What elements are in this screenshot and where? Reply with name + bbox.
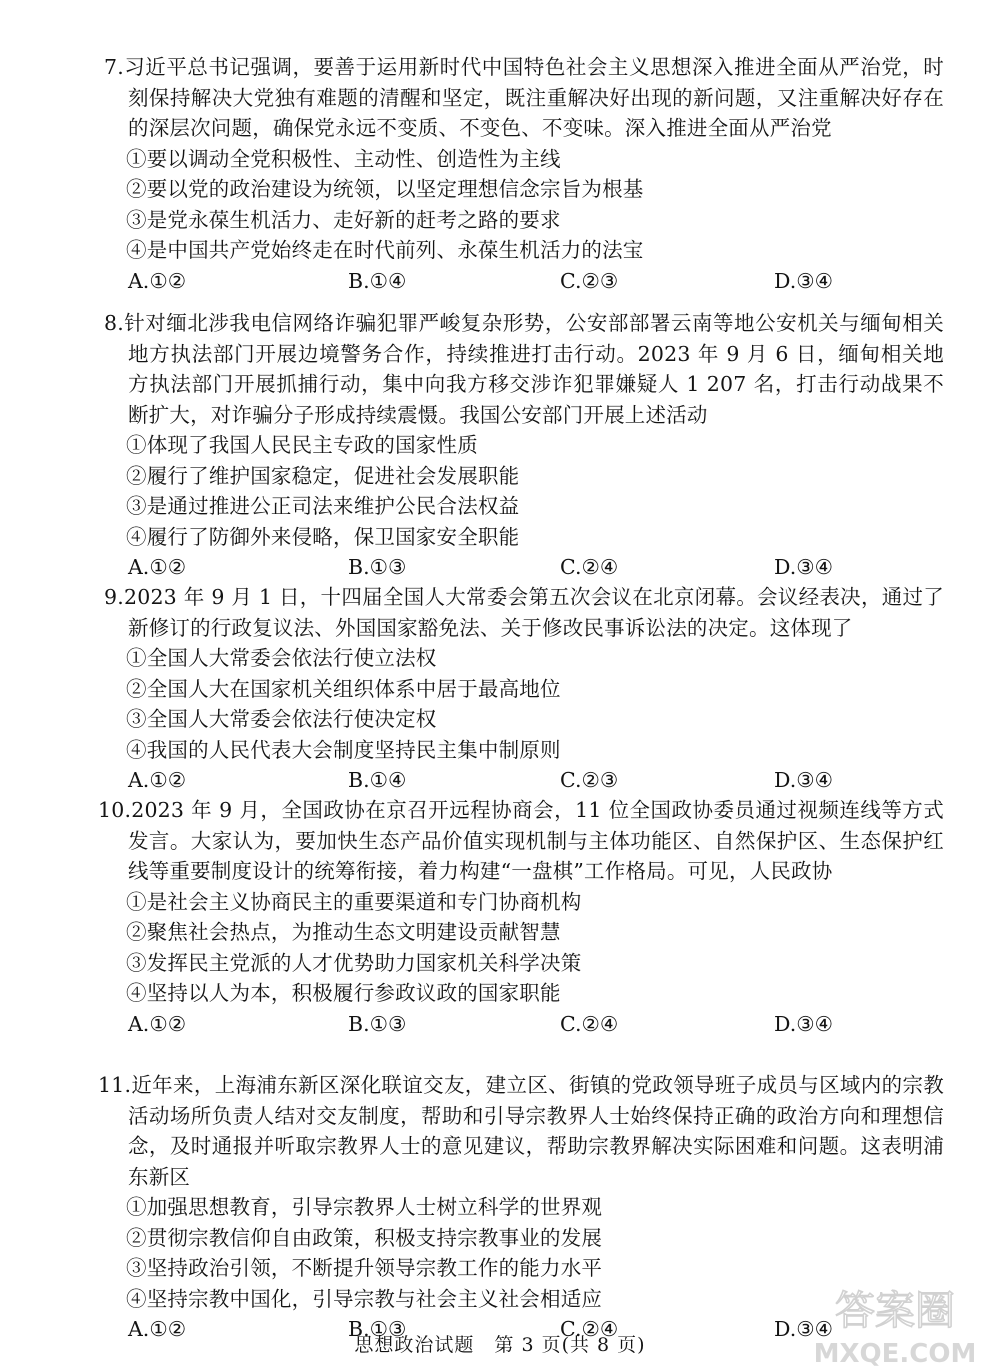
option-a: A.①② xyxy=(128,1011,187,1036)
question-9 xyxy=(104,582,944,796)
question-stem: 10.2023 年 9 月，全国政协在京召开远程协商会，11 位全国政协委员通过视频连线等方式发言。大家认为，要加快生态产品价值实现机制与主体功能区、自然保护区、生态保护红线等重要制度设计的统筹衔接，着力构建“一盘棋”工作格局。可见，人民政协 xyxy=(98,798,944,883)
option-c: C.②④ xyxy=(560,1011,619,1036)
option-b: B.①③ xyxy=(348,1011,407,1036)
statement: ①加强思想教育，引导宗教界人士树立科学的世界观 xyxy=(126,1195,603,1219)
option-a: A.①② xyxy=(128,1317,187,1341)
statement: ②履行了维护国家稳定，促进社会发展职能 xyxy=(126,463,520,488)
option-b: B.①④ xyxy=(348,268,407,293)
statement: ④我国的人民代表大会制度坚持民主集中制原则 xyxy=(126,737,561,762)
question-stem: 9.2023 年 9 月 1 日，十四届全国人大常委会第五次会议在北京闭幕。会议经表决，通过了新修订的行政复议法、外国国家豁免法、关于修改民事诉讼法的决定。这体现了 xyxy=(104,585,944,640)
statement: ①体现了我国人民民主专政的国家性质 xyxy=(126,433,478,457)
question-stem: 7.习近平总书记强调，要善于运用新时代中国特色社会主义思想深入推进全面从严治党，时刻保持解决大党独有难题的清醒和坚定，既注重解决好出现的新问题，又注重解决好存在的深层次问题，确保党永远不变质、不变色、不变味。深入推进全面从严治党 xyxy=(104,55,944,140)
statement: ②全国人大在国家机关组织体系中居于最高地位 xyxy=(126,676,561,701)
option-d: D.③④ xyxy=(774,555,833,579)
question-stem: 11.近年来，上海浦东新区深化联谊交友，建立区、街镇的党政领导班子成员与区域内的宗教活动场所负责人结对交友制度，帮助和引导宗教界人士始终保持正确的政治方向和理想信念，及时通报并听取宗教界人士的意见建议，帮助宗教界解决实际困难和问题。这表明浦东新区 xyxy=(98,1073,944,1189)
statement: ②要以党的政治建设为统领，以坚定理想信念宗旨为根基 xyxy=(126,177,644,201)
statement: ④履行了防御外来侵略，保卫国家安全职能 xyxy=(126,524,520,549)
statement: ③全国人大常委会依法行使决定权 xyxy=(126,707,437,731)
watermark-logo xyxy=(810,1278,980,1370)
option-c: C.②④ xyxy=(560,555,619,579)
question-7 xyxy=(104,52,944,296)
statement: ①全国人大常委会依法行使立法权 xyxy=(126,646,437,670)
watermark-text-en: MXQE.COM xyxy=(813,1339,977,1369)
page-footer: 思想政治试题 第 3 页(共 8 页) xyxy=(354,1334,646,1356)
option-a: A.①② xyxy=(128,768,187,792)
option-c: C.②③ xyxy=(560,268,619,293)
option-c: C.②④ xyxy=(560,1317,619,1341)
answer-options xyxy=(104,1009,944,1040)
watermark-text-cn: 答案圈 xyxy=(835,1288,955,1334)
question-8 xyxy=(104,308,944,583)
statement: ③是党永葆生机活力、走好新的赶考之路的要求 xyxy=(126,207,561,232)
answer-options xyxy=(104,552,944,583)
question-stem: 8.针对缅北涉我电信网络诈骗犯罪严峻复杂形势，公安部部署云南等地公安机关与缅甸相关地方执法部门开展边境警务合作，持续推进打击行动。2023 年 9 月 6 日，缅甸相关地方执法部门开展抓捕行动，集中向我方移交涉诈犯罪嫌疑人 1 207 名，打击行动战果不断扩大，对诈骗分子形成持续震慑。我国公安部门开展上述活动 xyxy=(104,311,944,427)
answer-options xyxy=(104,765,944,796)
question-10 xyxy=(98,795,944,1039)
option-a: A.①② xyxy=(128,555,187,579)
option-d: D.③④ xyxy=(774,1317,833,1341)
statement: ④坚持以人为本，积极履行参政议政的国家职能 xyxy=(126,981,561,1005)
option-b: B.①③ xyxy=(348,555,407,579)
statement: ③坚持政治引领，不断提升领导宗教工作的能力水平 xyxy=(126,1256,603,1280)
statement: ②贯彻宗教信仰自由政策，积极支持宗教事业的发展 xyxy=(126,1225,603,1250)
option-a: A.①② xyxy=(128,268,187,293)
statement: ②聚焦社会热点，为推动生态文明建设贡献智慧 xyxy=(126,920,561,944)
statement: ④是中国共产党始终走在时代前列、永葆生机活力的法宝 xyxy=(126,238,644,262)
option-d: D.③④ xyxy=(774,268,833,293)
option-d: D.③④ xyxy=(774,768,833,792)
statement: ③是通过推进公正司法来维护公民合法权益 xyxy=(126,494,520,518)
statement: ④坚持宗教中国化，引导宗教与社会主义社会相适应 xyxy=(126,1286,603,1311)
option-c: C.②③ xyxy=(560,768,619,792)
statement: ①是社会主义协商民主的重要渠道和专门协商机构 xyxy=(126,889,582,914)
statement: ③发挥民主党派的人才优势助力国家机关科学决策 xyxy=(126,950,582,975)
option-b: B.①④ xyxy=(348,768,407,792)
option-b: B.①③ xyxy=(348,1317,407,1341)
answer-options xyxy=(104,266,944,297)
statement: ①要以调动全党积极性、主动性、创造性为主线 xyxy=(126,146,561,171)
option-d: D.③④ xyxy=(774,1011,833,1036)
